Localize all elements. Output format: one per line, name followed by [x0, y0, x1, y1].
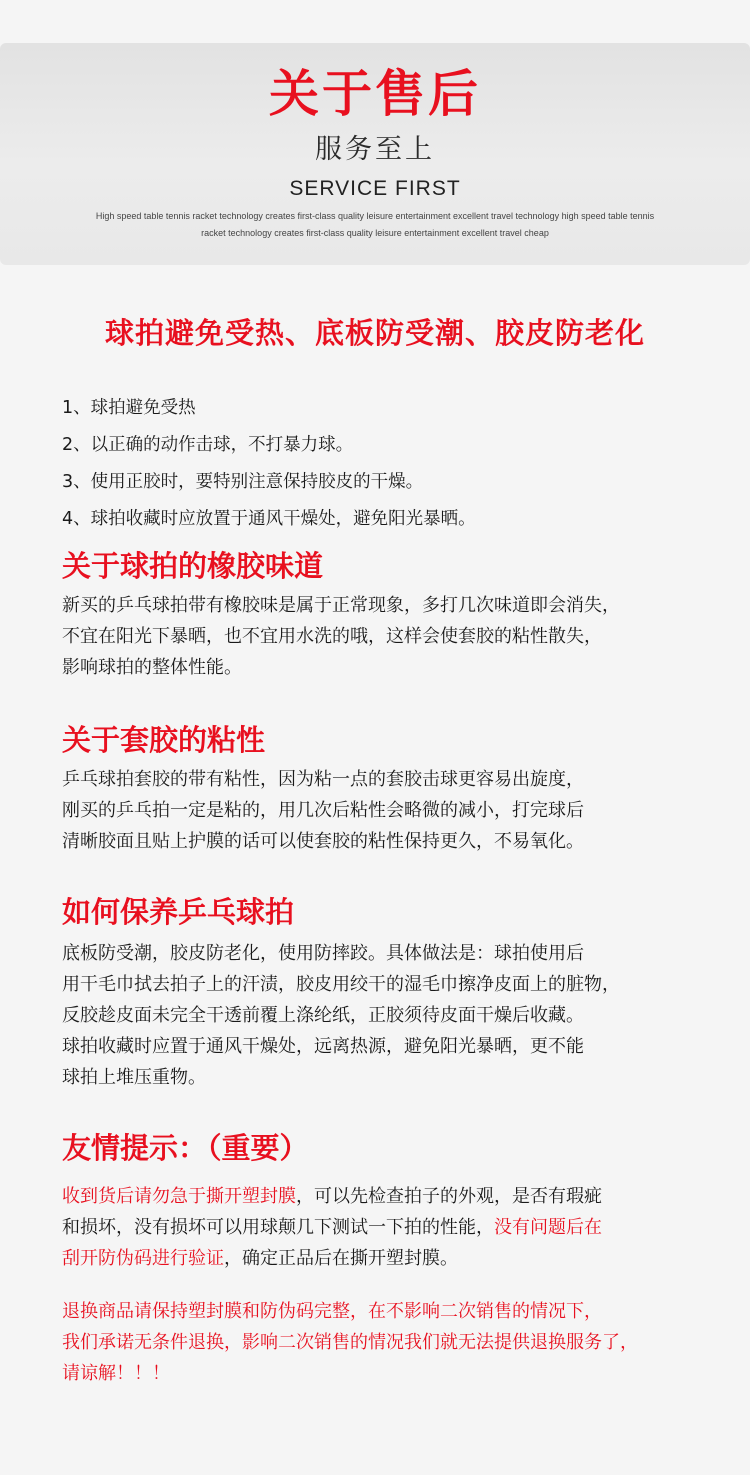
page-title: 关于售后 [269, 65, 481, 123]
paragraph-line: 球拍收藏时应置于通风干燥处，远离热源，避免阳光暴晒，更不能 [62, 1036, 584, 1057]
section-title-tack: 关于套胶的粘性 [62, 723, 266, 757]
page-subtitle: 服务至上 [315, 134, 435, 165]
tagline-heading: 球拍避免受热、底板防受潮、胶皮防老化 [104, 316, 645, 350]
paragraph-line: 球拍上堆压重物。 [62, 1067, 206, 1088]
paragraph-line [62, 1212, 722, 1243]
highlight-text: 没有问题后在 [494, 1217, 602, 1238]
list-item: 1、球拍避免受热 [62, 398, 196, 418]
paragraph-line: 刚买的乒乓拍一定是粘的，用几次后粘性会略微的减小，打完球后 [62, 800, 584, 821]
normal-text: 和损坏，没有损坏可以用球颠几下测试一下拍的性能， [62, 1217, 494, 1238]
tiny-text-line-2: racket technology creates first-class quality leisure entertainment excellent travel cheap [201, 228, 549, 238]
paragraph-line: 清晰胶面且贴上护膜的话可以使套胶的粘性保持更久，不易氧化。 [62, 831, 584, 852]
section-body-tack [62, 764, 722, 857]
section-body-smell [62, 590, 722, 683]
paragraph-line: 我们承诺无条件退换，影响二次销售的情况我们就无法提供退换服务了， [62, 1332, 638, 1353]
paragraph-line [62, 1181, 722, 1212]
paragraph-line: 影响球拍的整体性能。 [62, 657, 242, 678]
paragraph-line: 用干毛巾拭去拍子上的汗渍，胶皮用绞干的湿毛巾擦净皮面上的脏物， [62, 974, 620, 995]
tiny-text-line-1: High speed table tennis racket technology creates first-class quality leisure entertainment excellent travel technology high speed table tennis [95, 211, 655, 221]
list-item: 3、使用正胶时，要特别注意保持胶皮的干燥。 [62, 472, 424, 492]
english-subtitle: SERVICE FIRST [289, 177, 461, 200]
notice-paragraph-2 [62, 1296, 722, 1389]
paragraph-line: 新买的乒乓球拍带有橡胶味是属于正常现象，多打几次味道即会消失， [62, 595, 620, 616]
highlight-text: 刮开防伪码进行验证 [62, 1248, 224, 1269]
highlight-text: 收到货后请勿急于撕开塑封膜 [62, 1186, 296, 1207]
list-item: 4、球拍收藏时应放置于通风干燥处，避免阳光暴晒。 [62, 509, 476, 529]
paragraph-line: 退换商品请保持塑封膜和防伪码完整，在不影响二次销售的情况下， [62, 1301, 602, 1322]
paragraph-line: 不宜在阳光下暴晒，也不宜用水洗的哦，这样会使套胶的粘性散失， [62, 626, 602, 647]
normal-text: ，可以先检查拍子的外观，是否有瑕疵 [296, 1186, 602, 1207]
section-body-care [62, 938, 722, 1093]
paragraph-line: 底板防受潮，胶皮防老化，使用防摔跤。具体做法是：球拍使用后 [62, 943, 584, 964]
normal-text: ，确定正品后在撕开塑封膜。 [224, 1248, 458, 1269]
section-title-smell: 关于球拍的橡胶味道 [62, 549, 324, 583]
tips-list [62, 390, 476, 538]
list-item: 2、以正确的动作击球，不打暴力球。 [62, 435, 354, 455]
paragraph-line: 请谅解！！！ [62, 1363, 170, 1384]
paragraph-line: 反胶趁皮面未完全干透前覆上涤纶纸，正胶须待皮面干燥后收藏。 [62, 1005, 584, 1026]
paragraph-line: 乒乓球拍套胶的带有粘性，因为粘一点的套胶击球更容易出旋度， [62, 769, 584, 790]
section-title-notice: 友情提示：（重要） [62, 1131, 309, 1165]
paragraph-line [62, 1243, 722, 1274]
notice-paragraph-1 [62, 1181, 722, 1274]
section-title-care: 如何保养乒乓球拍 [62, 895, 295, 929]
